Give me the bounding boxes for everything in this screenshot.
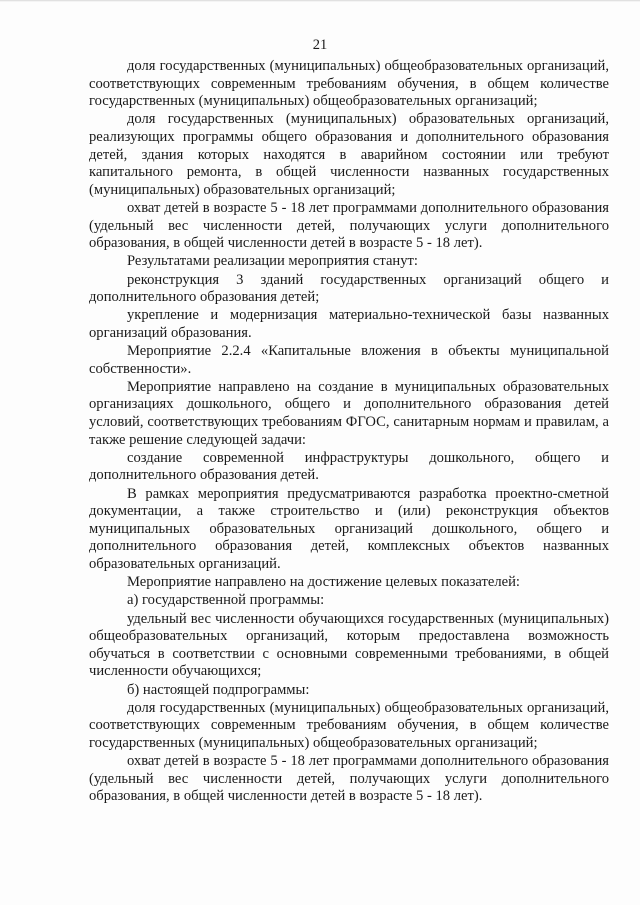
paragraph: б) настоящей подпрограммы: bbox=[127, 681, 310, 698]
paragraph: укрепление и модернизация материально-технической базы названных организаций образования. bbox=[89, 307, 609, 341]
paragraph: Мероприятие 2.2.4 «Капитальные вложения в объекты муниципальной собственности». bbox=[89, 343, 609, 377]
paragraph: доля государственных (муниципальных) образовательных организаций, реализующих программы общего образования и дополнительного образования детей, здания которых находятся в аварийном состоянии или требуют капитального ремонта, в общей численности названных государственных (муниципальных) образовательных организаций; bbox=[89, 111, 609, 198]
paragraph: охват детей в возрасте 5 - 18 лет программами дополнительного образования (удельный вес численности детей, получающих услуги дополнительного образования, в общей численности детей в возрасте 5 - 18 лет). bbox=[89, 753, 609, 805]
paragraph: Мероприятие направлено на создание в муниципальных образовательных организациях дошкольного, общего и дополнительного образования детей условий, соответствующих требованиям ФГОС, санитарным нормам и правилам, а также решение следующей задачи: bbox=[89, 378, 609, 448]
paragraph: создание современной инфраструктуры дошкольного, общего и дополнительного образования детей. bbox=[89, 449, 609, 484]
paragraph: Мероприятие направлено на достижение целевых показателей: bbox=[127, 574, 520, 591]
paragraph: доля государственных (муниципальных) общеобразовательных организаций, соответствующих современным требованиям обучения, в общем количестве государственных (муниципальных) общеобразовательных организаций; bbox=[89, 699, 609, 751]
paragraph: удельный вес численности обучающихся государственных (муниципальных) общеобразовательных организаций, которым предоставлена возможность обучаться в соответствии с основными современными требованиями, в общей численности обучающихся; bbox=[89, 610, 609, 680]
document-body bbox=[89, 58, 609, 806]
page-number: 21 bbox=[312, 37, 328, 53]
paragraph: В рамках мероприятия предусматриваются разработка проектно-сметной документации, а также строительство и (или) реконструкция объектов муниципальных образовательных организаций дошкольного, общего и дополнительного образования детей, комплексных объектов названных образовательных организаций. bbox=[89, 485, 609, 572]
paragraph: а) государственной программы: bbox=[127, 592, 325, 609]
paragraph: доля государственных (муниципальных) общеобразовательных организаций, соответствующих современным требованиям обучения, в общем количестве государственных (муниципальных) общеобразовательных организаций; bbox=[89, 58, 609, 110]
scan-edge bbox=[0, 0, 640, 2]
paragraph: охват детей в возрасте 5 - 18 лет программами дополнительного образования (удельный вес численности детей, получающих услуги дополнительного образования, в общей численности детей в возрасте 5 - 18 лет). bbox=[89, 199, 609, 252]
paragraph: Результатами реализации мероприятия станут: bbox=[127, 253, 418, 270]
paragraph: реконструкция 3 зданий государственных организаций общего и дополнительного образования детей; bbox=[89, 271, 609, 306]
